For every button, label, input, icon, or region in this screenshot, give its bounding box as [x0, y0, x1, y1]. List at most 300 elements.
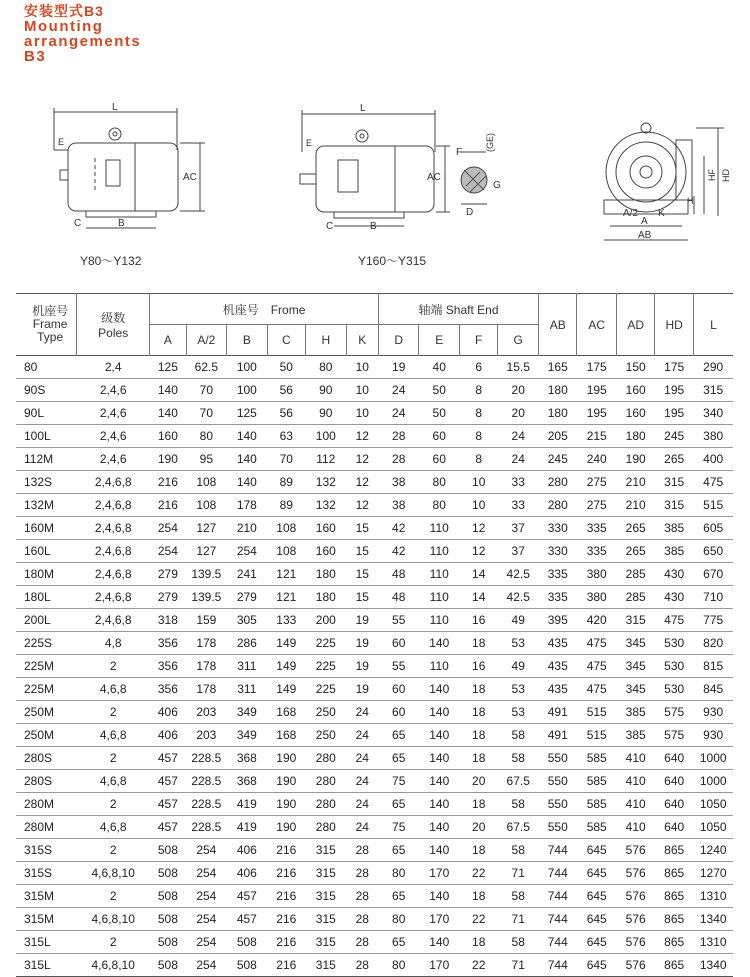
table-cell: 133	[276, 613, 297, 627]
table-cell: 18	[472, 843, 486, 857]
table-cell: 530	[664, 659, 685, 673]
table-cell: 865	[664, 935, 685, 949]
table-cell: 530	[664, 636, 685, 650]
table-cell: 140	[429, 820, 450, 834]
table-cell: 245	[547, 452, 568, 466]
table-cell: 710	[703, 590, 724, 604]
table-row	[16, 494, 733, 517]
table-cell: 216	[276, 843, 297, 857]
table-cell: 65	[392, 728, 406, 742]
table-cell: 28	[355, 866, 369, 880]
table-cell: 65	[392, 751, 406, 765]
table-cell: 280	[315, 797, 336, 811]
table-cell: 775	[703, 613, 724, 627]
table-cell: 228.5	[191, 774, 222, 788]
table-cell: 216	[157, 498, 178, 512]
table-cell: 406	[236, 843, 257, 857]
table-cell: 180	[547, 406, 568, 420]
table-cell: 457	[157, 797, 178, 811]
table-cell: 190	[276, 797, 297, 811]
table-cell: 60	[392, 682, 406, 696]
table-cell: 65	[392, 889, 406, 903]
table-cell: 24	[355, 728, 369, 742]
cell-frame-type: 160L	[24, 544, 51, 558]
table-cell: 380	[586, 590, 607, 604]
table-cell: 435	[547, 636, 568, 650]
table-cell: 75	[392, 820, 406, 834]
header-ac: AC	[577, 294, 616, 356]
table-cell: 280	[315, 774, 336, 788]
table-cell: 254	[196, 889, 217, 903]
cell-poles: 2,4,6,8	[94, 475, 132, 489]
header-poles	[77, 294, 150, 356]
table-cell: 125	[157, 360, 178, 374]
table-cell: 335	[547, 567, 568, 581]
table-cell: 90	[319, 383, 333, 397]
header-frame	[16, 294, 77, 356]
table-cell: 33	[511, 475, 525, 489]
table-cell: 508	[157, 889, 178, 903]
table-cell: 18	[472, 728, 486, 742]
table-row	[16, 632, 733, 655]
table-cell: 311	[237, 682, 257, 696]
table-cell: 190	[276, 751, 297, 765]
cell-frame-type: 280M	[24, 797, 55, 811]
table-cell: 315	[315, 866, 336, 880]
table-cell: 275	[586, 498, 607, 512]
table-cell: 140	[429, 705, 450, 719]
table-cell: 33	[511, 498, 525, 512]
table-row	[16, 379, 733, 402]
table-cell: 127	[196, 521, 217, 535]
diagram-end-view	[596, 100, 736, 250]
table-cell: 19	[355, 636, 369, 650]
table-row	[16, 448, 733, 471]
table-cell: 12	[355, 498, 369, 512]
dim-d: D	[466, 207, 474, 218]
cell-poles: 2,4,6	[99, 383, 127, 397]
table-cell: 491	[547, 728, 568, 742]
table-cell: 180	[315, 567, 336, 581]
table-cell: 1310	[699, 889, 727, 903]
header-l: L	[693, 294, 733, 356]
cell-poles: 4,6,8	[99, 728, 127, 742]
table-cell: 640	[664, 751, 685, 765]
table-cell: 508	[157, 935, 178, 949]
table-cell: 15	[355, 544, 369, 558]
table-cell: 108	[196, 475, 217, 489]
table-cell: 58	[511, 889, 525, 903]
table-cell: 140	[429, 843, 450, 857]
table-cell: 203	[196, 728, 217, 742]
table-cell: 515	[586, 705, 607, 719]
cell-poles: 2	[109, 705, 117, 719]
table-cell: 1000	[699, 774, 727, 788]
header-frame-en1: Frame	[32, 317, 68, 331]
table-cell: 315	[315, 958, 336, 972]
table-cell: 80	[199, 429, 213, 443]
cell-frame-type: 180L	[24, 590, 51, 604]
table-cell: 515	[703, 498, 724, 512]
header-group-frome: 机座号 Frome	[150, 294, 379, 325]
table-cell: 265	[625, 544, 646, 558]
table-cell: 410	[625, 797, 646, 811]
table-cell: 15	[355, 567, 369, 581]
table-cell: 53	[511, 705, 525, 719]
cell-frame-type: 160M	[24, 521, 55, 535]
table-cell: 315	[315, 935, 336, 949]
table-row	[16, 701, 733, 724]
table-row	[16, 885, 733, 908]
header-ab: AB	[539, 294, 577, 356]
table-cell: 210	[625, 498, 646, 512]
table-cell: 650	[703, 544, 724, 558]
table-cell: 15	[355, 590, 369, 604]
table-cell: 457	[236, 889, 257, 903]
table-cell: 8	[475, 429, 483, 443]
table-cell: 140	[429, 751, 450, 765]
table-cell: 254	[196, 935, 217, 949]
table-cell: 368	[236, 751, 257, 765]
table-cell: 112	[316, 452, 336, 466]
table-cell: 550	[547, 751, 568, 765]
table-cell: 330	[547, 521, 568, 535]
table-cell: 80	[432, 475, 446, 489]
table-cell: 42	[392, 521, 406, 535]
cell-frame-type: 200L	[24, 613, 51, 627]
table-cell: 820	[703, 636, 724, 650]
table-row	[16, 471, 733, 494]
table-cell: 22	[472, 912, 486, 926]
cell-frame-type: 90S	[24, 383, 46, 397]
table-cell: 475	[703, 475, 724, 489]
table-cell: 475	[586, 682, 607, 696]
table-cell: 1050	[699, 820, 727, 834]
dim-l-large: L	[360, 103, 366, 114]
table-cell: 210	[625, 475, 646, 489]
table-row	[16, 678, 733, 701]
table-cell: 24	[511, 429, 525, 443]
cell-poles: 2	[109, 889, 117, 903]
table-cell: 63	[279, 429, 293, 443]
diagram-small-motor	[40, 100, 215, 240]
table-cell: 28	[355, 958, 369, 972]
table-cell: 195	[664, 383, 685, 397]
table-cell: 53	[511, 682, 525, 696]
table-cell: 12	[355, 452, 369, 466]
table-cell: 216	[276, 935, 297, 949]
table-cell: 80	[392, 912, 406, 926]
table-cell: 216	[157, 475, 178, 489]
table-cell: 335	[586, 544, 607, 558]
table-cell: 865	[664, 912, 685, 926]
table-cell: 16	[472, 613, 486, 627]
table-cell: 254	[196, 843, 217, 857]
table-cell: 80	[432, 498, 446, 512]
table-cell: 60	[432, 429, 446, 443]
dim-c-small: C	[74, 218, 82, 229]
table-cell: 178	[236, 498, 257, 512]
table-cell: 645	[586, 843, 607, 857]
table-cell: 645	[586, 889, 607, 903]
table-cell: 356	[157, 659, 178, 673]
cell-frame-type: 280M	[24, 820, 55, 834]
table-cell: 190	[625, 452, 646, 466]
cell-frame-type: 180M	[24, 567, 55, 581]
table-cell: 225	[315, 636, 336, 650]
table-cell: 508	[236, 958, 257, 972]
table-cell: 285	[625, 567, 646, 581]
header-poles-cn: 级数	[101, 311, 126, 325]
cell-frame-type: 315S	[24, 866, 53, 880]
dim-ac-small: AC	[183, 172, 197, 183]
table-cell: 65	[392, 935, 406, 949]
header-frame-en2: Type	[37, 330, 64, 344]
table-cell: 132	[315, 498, 336, 512]
table-cell: 75	[392, 774, 406, 788]
table-row	[16, 655, 733, 678]
table-row	[16, 586, 733, 609]
table-cell: 1240	[699, 843, 727, 857]
table-cell: 385	[664, 521, 685, 535]
title-en-2: arrangements	[24, 33, 142, 50]
table-cell: 71	[511, 912, 525, 926]
table-cell: 170	[429, 866, 450, 880]
table-cell: 279	[236, 590, 257, 604]
table-cell: 149	[276, 636, 297, 650]
table-cell: 280	[315, 751, 336, 765]
table-row	[16, 793, 733, 816]
table-cell: 475	[586, 636, 607, 650]
table-cell: 132	[315, 475, 336, 489]
table-cell: 640	[664, 774, 685, 788]
dim-c-large: C	[326, 221, 334, 232]
table-cell: 65	[392, 843, 406, 857]
cell-poles: 4,6,8	[99, 682, 127, 696]
table-cell: 160	[625, 406, 646, 420]
table-cell: 228.5	[191, 751, 222, 765]
table-cell: 168	[276, 728, 297, 742]
table-row	[16, 517, 733, 540]
dim-e-large: E	[306, 138, 313, 148]
table-cell: 70	[199, 406, 213, 420]
table-cell: 42.5	[506, 567, 530, 581]
dim-a: A	[641, 216, 648, 227]
table-cell: 457	[157, 751, 178, 765]
table-cell: 110	[429, 567, 449, 581]
table-cell: 254	[157, 544, 178, 558]
table-cell: 160	[315, 544, 336, 558]
table-cell: 49	[511, 659, 525, 673]
table-cell: 139.5	[191, 567, 222, 581]
table-cell: 216	[276, 866, 297, 880]
header-hd: HD	[655, 294, 693, 356]
table-cell: 744	[547, 935, 568, 949]
table-cell: 195	[586, 406, 607, 420]
table-cell: 420	[586, 613, 607, 627]
table-cell: 241	[236, 567, 257, 581]
table-cell: 190	[157, 452, 178, 466]
table-cell: 265	[664, 452, 685, 466]
table-cell: 24	[355, 705, 369, 719]
table-cell: 385	[625, 728, 646, 742]
cell-frame-type: 100L	[24, 429, 51, 443]
table-cell: 315	[315, 843, 336, 857]
table-cell: 645	[586, 935, 607, 949]
table-cell: 140	[429, 889, 450, 903]
table-cell: 865	[664, 866, 685, 880]
dim-l-small: L	[112, 102, 118, 113]
table-cell: 225	[315, 659, 336, 673]
table-cell: 80	[392, 866, 406, 880]
table-cell: 127	[196, 544, 217, 558]
header-c: C	[267, 325, 305, 356]
table-cell: 53	[511, 636, 525, 650]
table-cell: 15	[355, 521, 369, 535]
table-cell: 585	[586, 820, 607, 834]
table-cell: 110	[429, 613, 449, 627]
header-d: D	[378, 325, 419, 356]
table-row	[16, 563, 733, 586]
table-cell: 280	[547, 498, 568, 512]
table-cell: 12	[472, 521, 486, 535]
table-cell: 140	[157, 383, 178, 397]
table-cell: 175	[586, 360, 607, 374]
table-cell: 170	[429, 912, 450, 926]
table-cell: 50	[432, 406, 446, 420]
table-cell: 24	[355, 751, 369, 765]
table-cell: 457	[157, 820, 178, 834]
table-cell: 215	[586, 429, 607, 443]
table-cell: 395	[547, 613, 568, 627]
table-row	[16, 356, 733, 379]
cell-frame-type: 250M	[24, 728, 55, 742]
table-cell: 19	[392, 360, 406, 374]
table-cell: 80	[392, 958, 406, 972]
table-cell: 10	[472, 475, 486, 489]
table-cell: 140	[236, 452, 257, 466]
table-cell: 330	[547, 544, 568, 558]
table-cell: 110	[429, 659, 449, 673]
table-cell: 576	[625, 889, 646, 903]
table-cell: 280	[315, 820, 336, 834]
table-row	[16, 954, 733, 977]
table-cell: 550	[547, 774, 568, 788]
table-cell: 140	[429, 728, 450, 742]
table-cell: 60	[392, 705, 406, 719]
table-cell: 279	[157, 567, 178, 581]
table-cell: 345	[625, 659, 646, 673]
table-cell: 110	[429, 590, 449, 604]
table-row	[16, 816, 733, 839]
table-cell: 110	[429, 544, 449, 558]
cell-poles: 4,6,8,10	[91, 866, 135, 880]
table-cell: 10	[472, 498, 486, 512]
table-cell: 160	[625, 383, 646, 397]
table-cell: 280	[547, 475, 568, 489]
table-cell: 491	[547, 705, 568, 719]
cell-poles: 2	[109, 797, 117, 811]
table-cell: 18	[472, 797, 486, 811]
table-cell: 28	[392, 429, 406, 443]
table-cell: 24	[392, 383, 406, 397]
table-cell: 508	[157, 843, 178, 857]
table-cell: 58	[511, 728, 525, 742]
table-cell: 90	[319, 406, 333, 420]
table-cell: 149	[276, 682, 297, 696]
table-cell: 410	[625, 751, 646, 765]
table-cell: 508	[157, 866, 178, 880]
cell-frame-type: 280S	[24, 774, 53, 788]
table-cell: 605	[703, 521, 724, 535]
table-cell: 435	[547, 659, 568, 673]
cell-frame-type: 315M	[24, 889, 55, 903]
table-cell: 356	[157, 636, 178, 650]
table-cell: 28	[355, 889, 369, 903]
table-cell: 38	[392, 498, 406, 512]
table-cell: 55	[392, 613, 406, 627]
table-cell: 10	[355, 406, 369, 420]
table-cell: 285	[625, 590, 646, 604]
diagram-large-motor	[290, 100, 520, 250]
table-cell: 18	[472, 682, 486, 696]
table-cell: 576	[625, 843, 646, 857]
table-cell: 744	[547, 958, 568, 972]
table-cell: 744	[547, 843, 568, 857]
table-row	[16, 402, 733, 425]
table-cell: 349	[236, 705, 257, 719]
table-cell: 349	[236, 728, 257, 742]
table-row	[16, 908, 733, 931]
table-cell: 1270	[699, 866, 727, 880]
table-cell: 315	[625, 613, 646, 627]
table-cell: 140	[236, 475, 257, 489]
table-cell: 210	[236, 521, 257, 535]
table-cell: 180	[625, 429, 646, 443]
table-cell: 37	[511, 521, 525, 535]
table-cell: 12	[355, 475, 369, 489]
table-cell: 16	[472, 659, 486, 673]
table-cell: 80	[319, 360, 333, 374]
header-b: B	[227, 325, 268, 356]
cell-poles: 2,4,6	[99, 429, 127, 443]
table-row	[16, 862, 733, 885]
table-cell: 345	[625, 682, 646, 696]
header-poles-en: Poles	[98, 326, 129, 340]
dim-ge: (GE)	[485, 133, 495, 152]
table-cell: 254	[196, 912, 217, 926]
header-a: A	[150, 325, 186, 356]
table-cell: 6	[475, 360, 483, 374]
dim-ab: AB	[638, 230, 652, 241]
table-cell: 744	[547, 889, 568, 903]
header-a2: A/2	[186, 325, 227, 356]
table-cell: 508	[157, 912, 178, 926]
table-cell: 670	[703, 567, 724, 581]
table-cell: 170	[429, 958, 450, 972]
cell-poles: 2,4,6	[99, 406, 127, 420]
table-cell: 22	[472, 866, 486, 880]
table-cell: 71	[511, 958, 525, 972]
table-cell: 406	[157, 705, 178, 719]
table-cell: 58	[511, 843, 525, 857]
table-cell: 368	[236, 774, 257, 788]
cell-frame-type: 280S	[24, 751, 53, 765]
table-cell: 585	[586, 774, 607, 788]
table-cell: 380	[703, 429, 724, 443]
table-cell: 19	[355, 682, 369, 696]
table-cell: 1000	[699, 751, 727, 765]
